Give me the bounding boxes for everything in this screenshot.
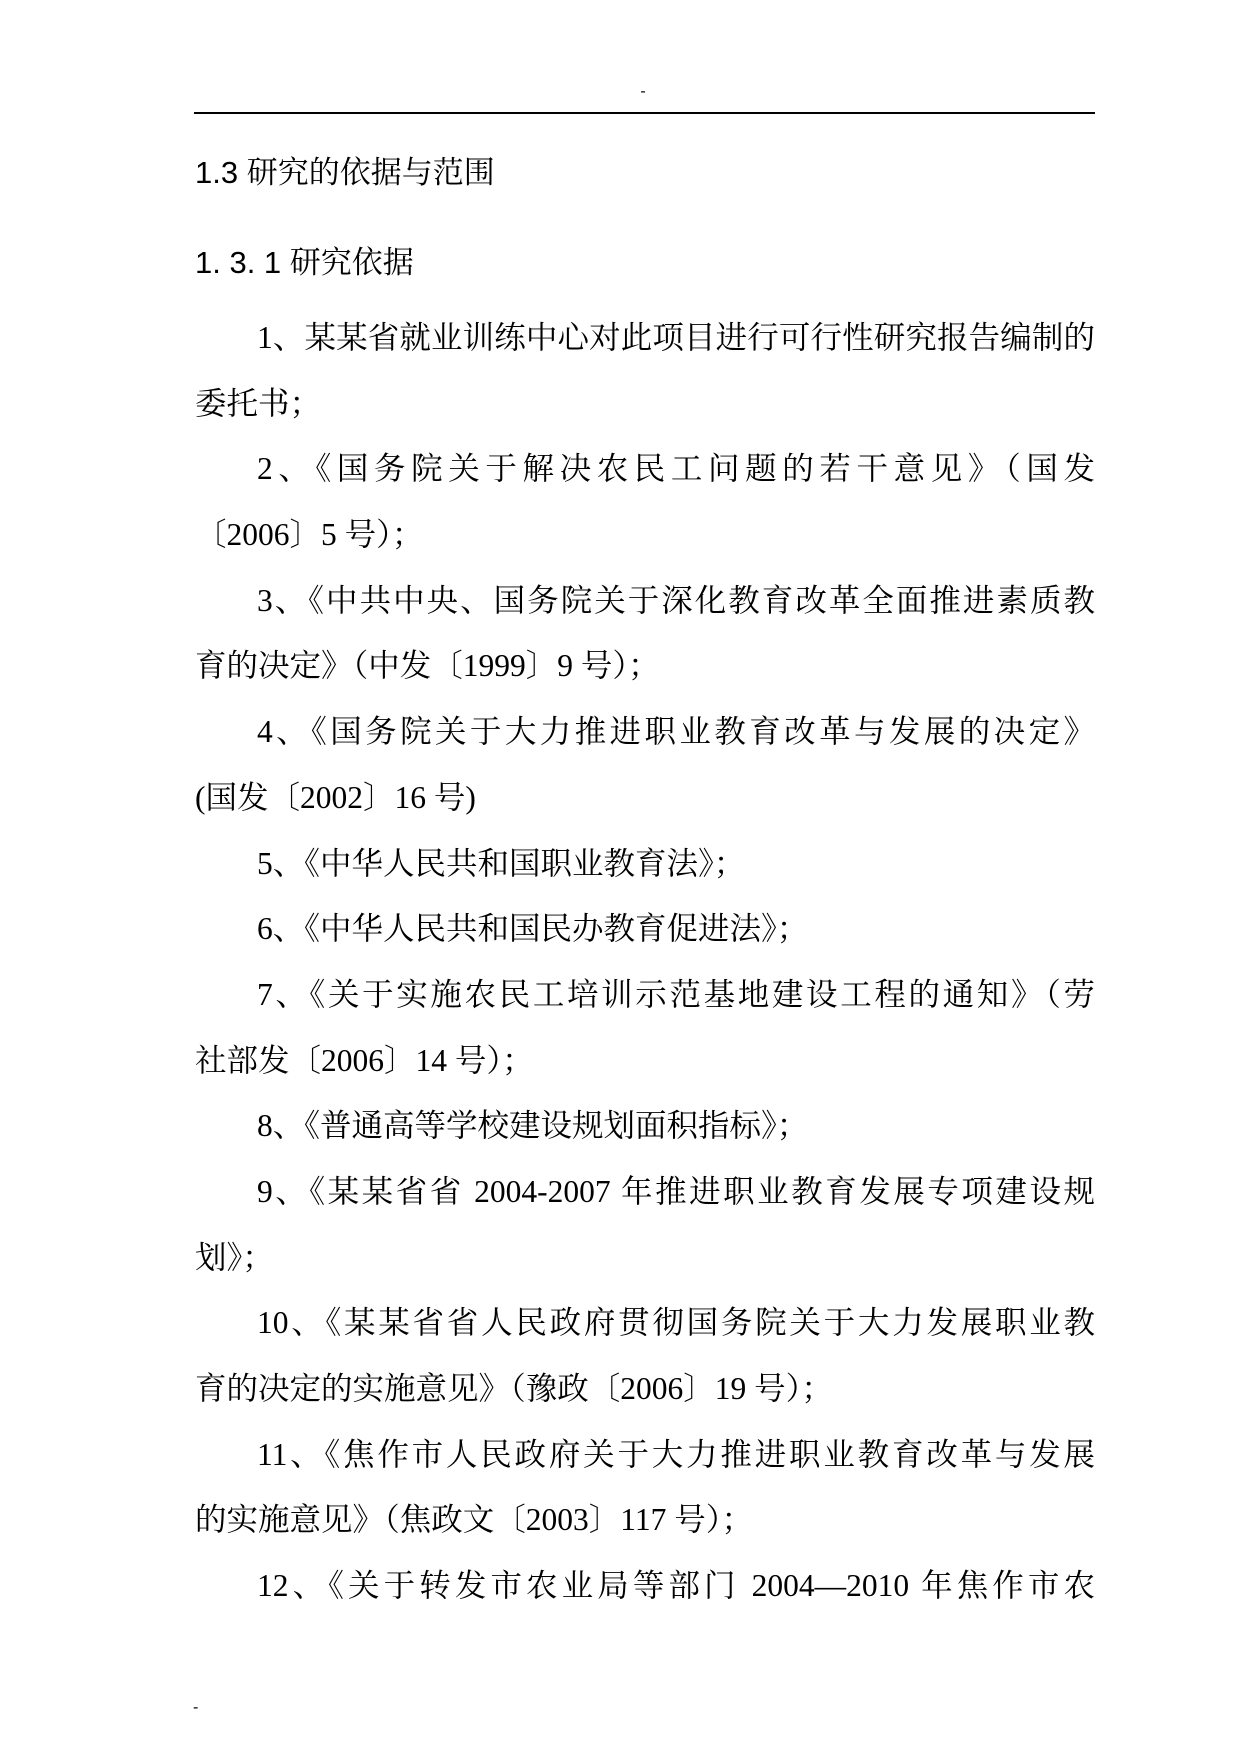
reference-item — [195, 568, 1095, 699]
reference-line: 8、《普通高等学校建设规划面积指标》； — [257, 1108, 809, 1144]
reference-list — [195, 305, 1095, 1619]
reference-item — [195, 1553, 1095, 1619]
reference-line: 2、《国务院关于解决农民工问题的若干意见》（国发 — [257, 451, 1095, 487]
reference-line: 11、《焦作市人民政府关于大力推进职业教育改革与发展 — [257, 1436, 1095, 1472]
reference-line: 1、某某省就业训练中心对此项目进行可行性研究报告编制的 — [257, 320, 1095, 355]
header-rule — [194, 112, 1095, 114]
reference-line: 9、《某某省省 2004-2007 年推进职业教育发展专项建设规 — [257, 1173, 1095, 1209]
reference-item — [195, 896, 1095, 962]
footer-mark: - — [193, 1699, 199, 1716]
reference-line: 〔2006〕5 号）； — [195, 517, 424, 553]
reference-item — [195, 305, 1095, 436]
section-heading: 1.3 研究的依据与范围 — [195, 155, 495, 190]
reference-line: 育的决定的实施意见》（豫政〔2006〕19 号）； — [195, 1371, 833, 1406]
reference-line: 10、《某某省省人民政府贯彻国务院关于大力发展职业教 — [257, 1305, 1095, 1341]
reference-line: (国发〔2002〕16 号) — [195, 779, 476, 815]
reference-item — [195, 699, 1095, 830]
reference-line: 3、《中共中央、国务院关于深化教育改革全面推进素质教 — [257, 582, 1095, 618]
reference-item — [195, 1093, 1095, 1159]
reference-item — [195, 1159, 1095, 1290]
reference-line: 委托书； — [195, 385, 322, 421]
header-mark: - — [640, 83, 646, 100]
reference-item — [195, 831, 1095, 897]
reference-line: 7、《关于实施农民工培训示范基地建设工程的通知》（劳 — [257, 976, 1095, 1012]
reference-item — [195, 1290, 1095, 1421]
reference-line: 划》； — [195, 1239, 274, 1275]
reference-item — [195, 436, 1095, 567]
reference-line: 社部发〔2006〕14 号）； — [195, 1042, 534, 1078]
reference-line: 的实施意见》（焦政文〔2003〕117 号）； — [195, 1502, 753, 1538]
subsection-heading: 1. 3. 1 研究依据 — [195, 245, 414, 280]
reference-line: 4、《国务院关于大力推进职业教育改革与发展的决定》 — [257, 714, 1095, 750]
reference-line: 6、《中华人民共和国民办教育促进法》； — [257, 911, 809, 947]
reference-line: 育的决定》（中发〔1999〕9 号）； — [195, 648, 660, 684]
reference-item — [195, 1422, 1095, 1553]
reference-item — [195, 962, 1095, 1093]
reference-line: 5、《中华人民共和国职业教育法》； — [257, 845, 746, 881]
reference-line: 12、《关于转发市农业局等部门 2004—2010 年焦作市农 — [257, 1568, 1095, 1604]
